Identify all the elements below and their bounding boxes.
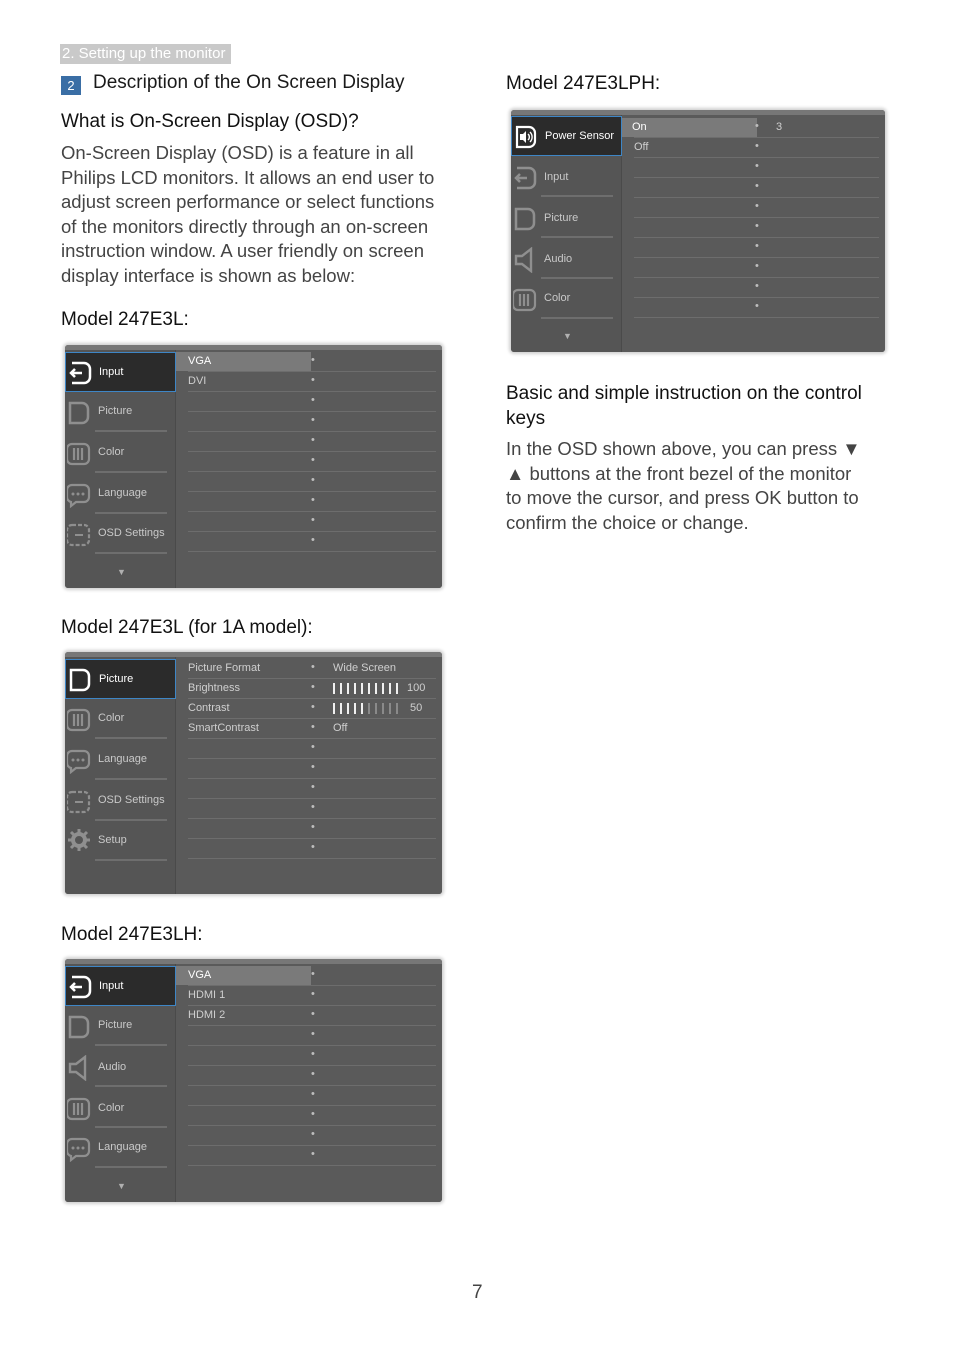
submenu-row: • [634,258,879,278]
instructions-paragraph: In the OSD shown above, you can press ▼ ▲ buttons at the front bezel of the monitor to move the cursor, and press OK button to confirm the choice or change. [506,438,861,533]
language-icon [67,482,91,508]
submenu-row: • [634,198,879,218]
submenu-row[interactable]: SmartContrast • Off [188,719,436,739]
color-icon [513,287,537,313]
input-icon [68,360,92,386]
submenu-row: • [188,472,436,492]
submenu-247e3lph [622,115,885,352]
menu-item-setup[interactable]: Setup [65,822,175,862]
osd-panel-247e3lph [511,110,885,352]
submenu-row: • [188,779,436,799]
submenu-row: • [188,532,436,552]
picture-icon [67,400,91,426]
submenu-row[interactable]: Brightness • 100 [188,679,436,699]
menu-item-osd-settings[interactable]: OSD Settings [65,782,175,822]
submenu-row: • [188,1146,436,1166]
submenu-247e3l-1a [176,657,442,894]
submenu-row: • [188,799,436,819]
picture-icon [67,1014,91,1040]
submenu-247e3l [176,350,442,588]
osd-settings-icon [67,522,91,548]
osd-panel-247e3l [65,345,442,588]
scroll-down-icon[interactable]: ▼ [563,331,572,341]
scroll-down-icon[interactable]: ▼ [117,1181,126,1191]
what-is-paragraph: On-Screen Display (OSD) is a feature in all Philips LCD monitors. It allows an end user to adjust screen performance or select functions of the monitors directly through an on-screen instruction window. A user friendly on screen display interface is shown as below: [61,142,435,286]
menu-item-language[interactable]: Language [65,1129,175,1169]
submenu-row[interactable]: Picture Format • Wide Screen [188,659,436,679]
submenu-row: • [188,839,436,859]
menu-item-osd-settings[interactable]: OSD Settings [65,515,175,555]
submenu-row: • [188,1126,436,1146]
menu-item-color[interactable]: Color [65,434,175,474]
speaker-icon [67,1055,91,1081]
submenu-row: • [188,492,436,512]
submenu-row: • [634,278,879,298]
menu-item-picture[interactable]: Picture [65,659,176,699]
color-icon [67,1096,91,1122]
submenu-row: • [188,739,436,759]
submenu-row: • [188,759,436,779]
submenu-row: • [634,178,879,198]
osd-settings-icon [67,789,91,815]
submenu-row: • [634,238,879,258]
menu-item-power-sensor[interactable]: Power Sensor [511,116,622,156]
scroll-down-icon[interactable]: ▼ [117,567,126,577]
submenu-247e3lh [176,964,442,1202]
submenu-row: • [188,512,436,532]
submenu-row: • [188,1106,436,1126]
language-icon [67,1136,91,1162]
menu-item-language[interactable]: Language [65,741,175,781]
menu-item-audio[interactable]: Audio [511,240,621,280]
color-icon [67,441,91,467]
submenu-row: • [188,432,436,452]
submenu-row: • [634,158,879,178]
section-number: 2 [61,76,81,95]
submenu-row[interactable]: VGA • [188,966,436,986]
instructions-heading: Basic and simple instruction on the control keys [506,383,862,429]
section-title: Description of the On Screen Display [93,72,405,93]
submenu-row: • [188,1026,436,1046]
picture-icon [68,667,92,693]
submenu-row[interactable]: On • 3 [634,118,879,138]
speaker-icon [513,247,537,273]
page-number: 7 [472,1282,483,1303]
submenu-row[interactable]: HDMI 1 • [188,986,436,1006]
language-icon [67,748,91,774]
menu-item-color[interactable]: Color [511,280,621,320]
submenu-row: • [188,819,436,839]
what-is-heading: What is On-Screen Display (OSD)? [61,111,359,132]
osd-panel-247e3lh [65,959,442,1202]
model-247e3lph-label: Model 247E3LPH: [506,73,661,94]
submenu-row[interactable]: Off • [634,138,879,158]
gear-icon [67,827,91,853]
menu-item-picture[interactable]: Picture [65,393,175,433]
menu-item-audio[interactable]: Audio [65,1048,175,1088]
submenu-row: • [634,218,879,238]
submenu-row: • [188,412,436,432]
submenu-row: • [188,1086,436,1106]
menu-item-input[interactable]: Input [65,966,176,1006]
osd-panel-247e3l-1a [65,652,442,894]
menu-item-picture[interactable]: Picture [65,1007,175,1047]
submenu-row: • [188,1066,436,1086]
submenu-row: • [634,298,879,318]
input-icon [513,165,537,191]
model-247e3l-1a-label: Model 247E3L (for 1A model): [61,617,313,638]
submenu-row[interactable]: Contrast • 50 [188,699,436,719]
model-247e3l-label: Model 247E3L: [61,309,189,330]
power-sensor-icon [514,124,538,150]
menu-item-language[interactable]: Language [65,475,175,515]
submenu-row: • [188,392,436,412]
menu-item-picture[interactable]: Picture [511,199,621,239]
model-247e3lh-label: Model 247E3LH: [61,924,203,945]
submenu-row: • [188,452,436,472]
brightness-level-bar[interactable] [333,683,403,694]
color-icon [67,707,91,733]
menu-item-color[interactable]: Color [65,1089,175,1129]
contrast-level-bar[interactable] [333,703,403,714]
menu-item-input[interactable]: Input [511,158,621,198]
menu-item-color[interactable]: Color [65,700,175,740]
input-icon [68,974,92,1000]
menu-item-input[interactable]: Input [65,352,176,392]
submenu-row: • [188,1046,436,1066]
submenu-row[interactable]: HDMI 2 • [188,1006,436,1026]
section-tag: 2. Setting up the monitor [60,44,231,64]
picture-icon [513,206,537,232]
submenu-row[interactable]: VGA • [188,352,436,372]
submenu-row[interactable]: DVI • [188,372,436,392]
